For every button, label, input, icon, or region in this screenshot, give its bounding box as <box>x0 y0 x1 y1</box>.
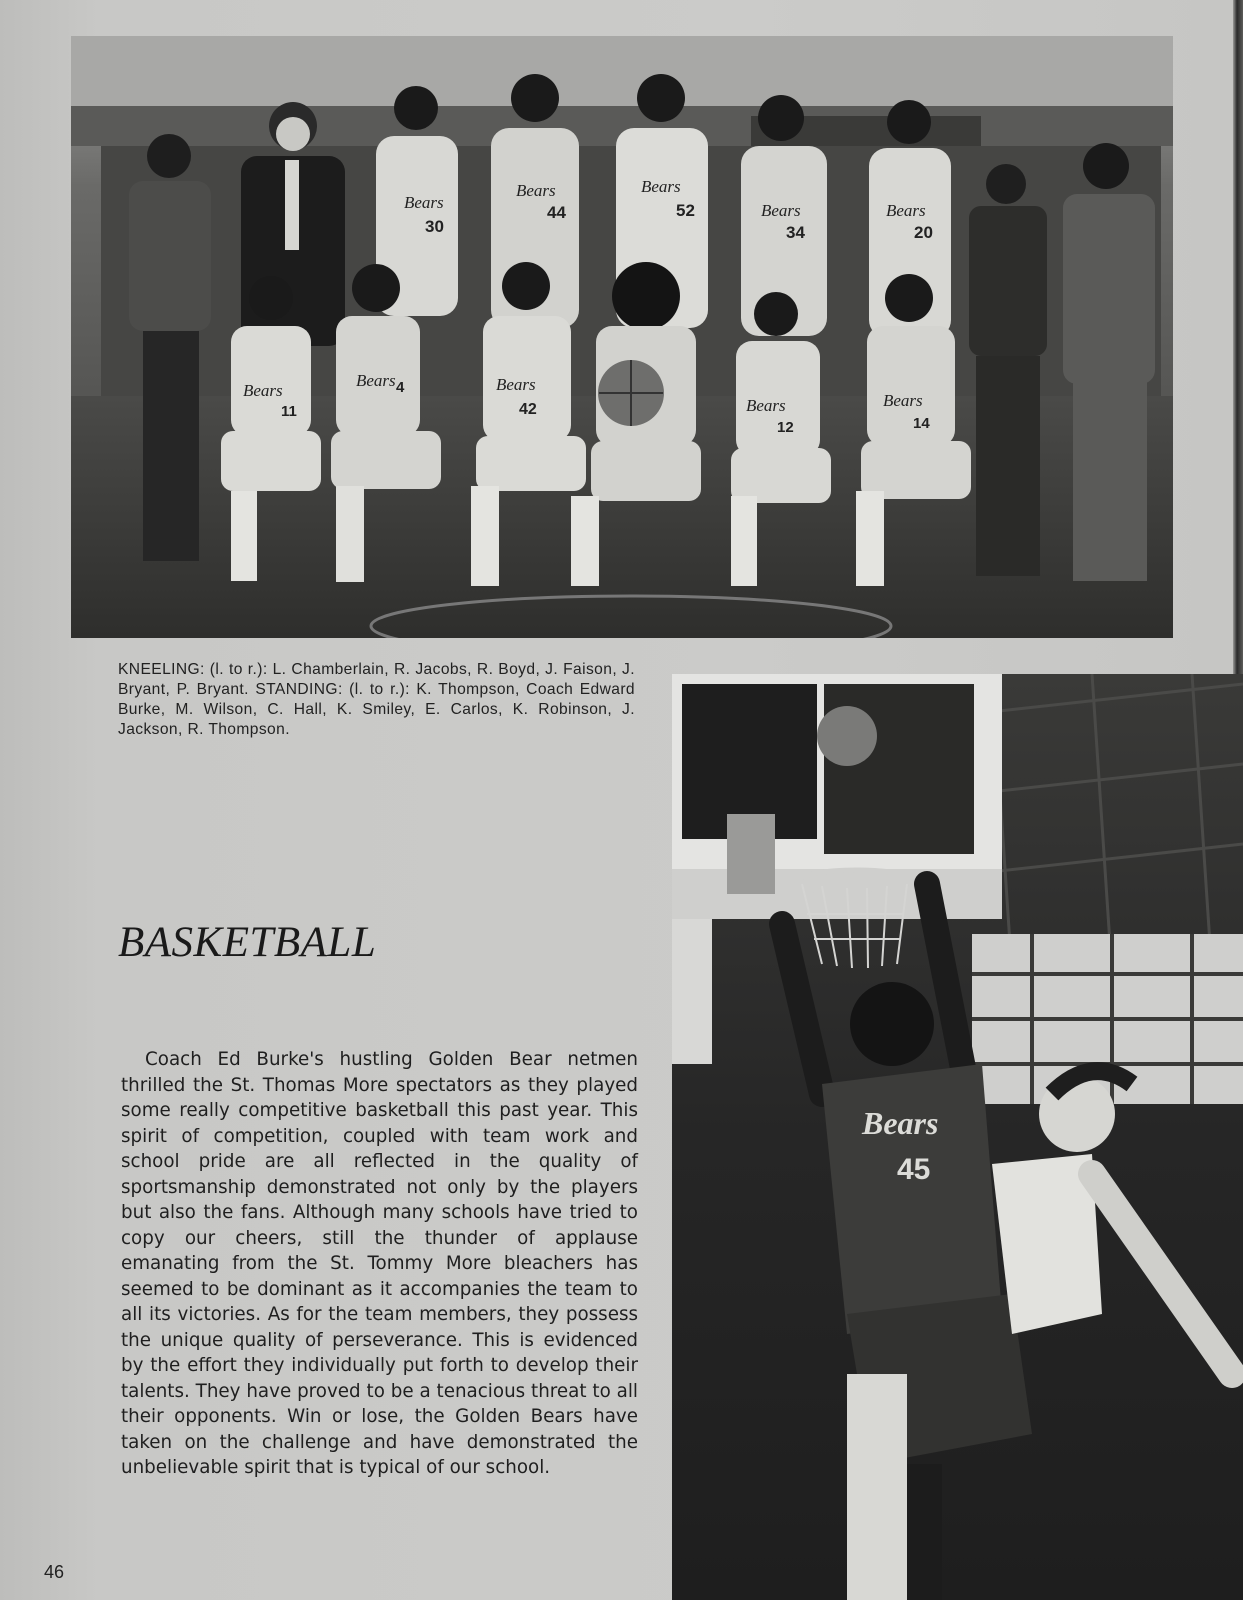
basketball-in-air <box>817 706 877 766</box>
page-number: 46 <box>44 1562 65 1582</box>
jersey-script: Bears <box>746 396 786 415</box>
jersey-number: 44 <box>547 203 566 222</box>
standing-manager-right <box>969 164 1047 576</box>
action-photo <box>672 674 1243 1600</box>
page-title: BASKETBALL <box>118 919 377 966</box>
jersey-script: Bears <box>404 193 444 212</box>
jersey-script: Bears <box>243 381 283 400</box>
jersey-script: Bears <box>496 375 536 394</box>
standing-coach-right <box>1063 143 1155 581</box>
jersey-number: 12 <box>777 419 794 436</box>
jersey-script: Bears <box>641 177 681 196</box>
jersey-number: 52 <box>676 201 695 220</box>
jersey-script: Bears <box>883 391 923 410</box>
jersey-number: 30 <box>425 217 444 236</box>
jersey-number: 20 <box>914 223 933 242</box>
jersey-script: Bears <box>516 181 556 200</box>
jersey-number: 45 <box>897 1153 931 1186</box>
photo-caption: KNEELING: (l. to r.): L. Chamberlain, R. Jacobs, R. Boyd, J. Faison, J. Bryant, P. Bryant. STANDING: (l. to r.): K. Thompson, Coach Edward Burke, M. Wilson, C. Hall, K. Smiley, E. Carlos, K. Robinson, J. Jackson, R. Thompson. <box>118 661 635 738</box>
jersey-script: Bears <box>862 1105 939 1141</box>
jersey-number: 34 <box>786 223 805 242</box>
jersey-number: 14 <box>913 415 930 432</box>
jersey-number: 4 <box>396 379 405 396</box>
article-body: Coach Ed Burke's hustling Golden Bear netmen thrilled the St. Thomas More spectators as they played some really competitive basketball this past year. This spirit of competition, coupled with team work and school pride are all reflected in the quality of sportsmanship demonstrated not only by the players but also the fans. Although many schools have tried to copy our cheers, still the thunder of applause emanating from the St. Tommy More bleachers has seemed to be dominant as it accompanies the team to all its victories. As for the team members, they possess the unique quality of perseverance. This is evidenced by the effort they individually put forth to develop their talents. They have proved to be a tenacious threat to all their opponents. Win or lose, the Golden Bears have taken on the challenge and have demonstrated the unbelievable spirit that is typical of our school. <box>121 1049 638 1478</box>
jersey-script: Bears <box>761 201 801 220</box>
jersey-script: Bears <box>886 201 926 220</box>
jersey-number: 42 <box>519 401 537 418</box>
jersey-number: 11 <box>281 403 297 420</box>
team-photo <box>71 36 1173 638</box>
jersey-script: Bears <box>356 371 396 390</box>
